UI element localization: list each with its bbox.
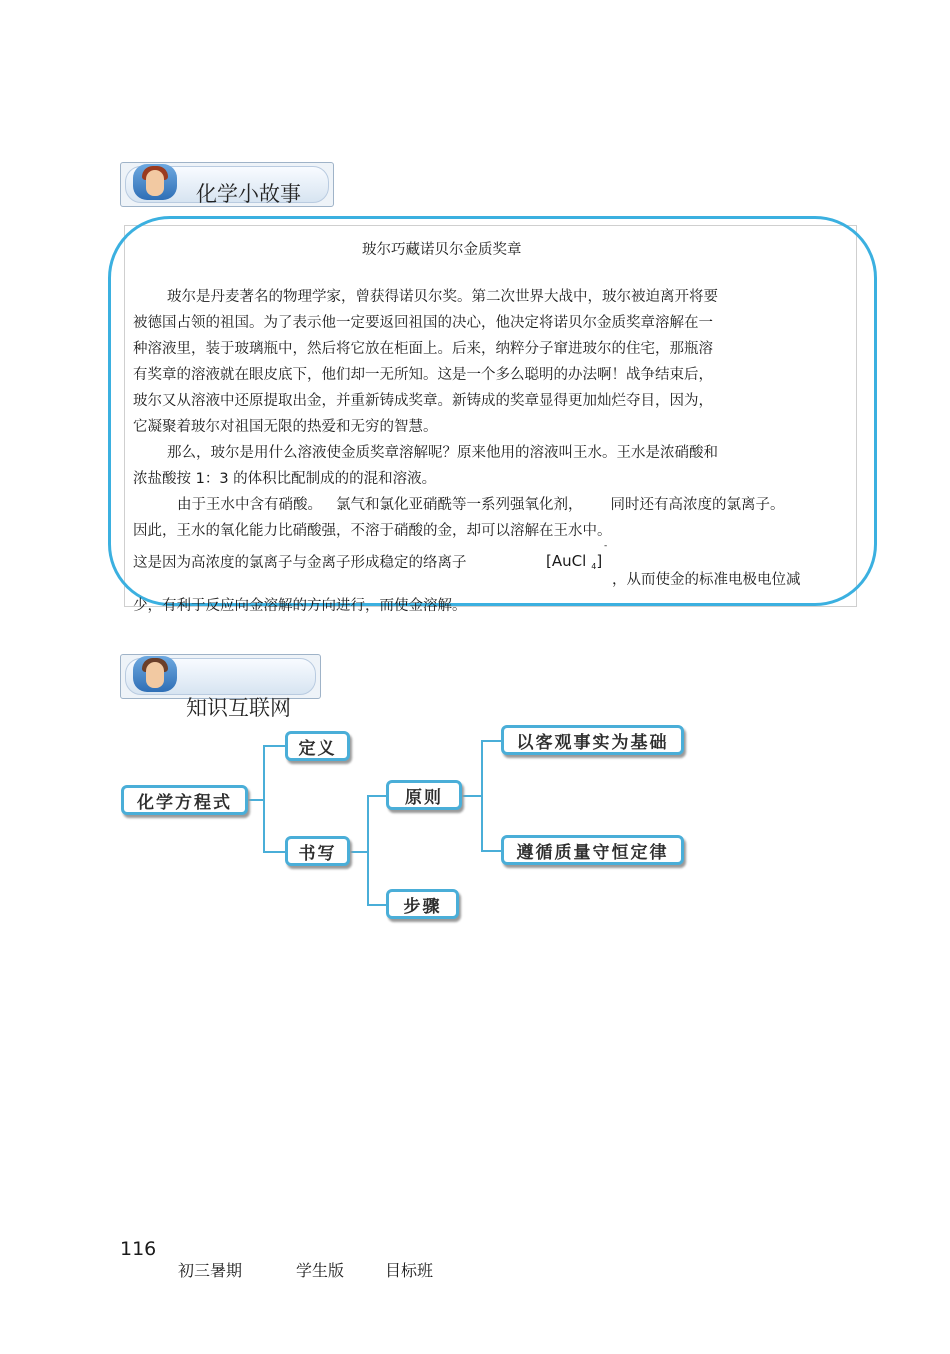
connector bbox=[263, 745, 265, 852]
story-line: 有奖章的溶液就在眼皮底下，他们却一无所知。这是一个多么聪明的办法啊！战争结束后， bbox=[133, 367, 713, 383]
footer-class: 目标班 bbox=[385, 1261, 434, 1280]
connector bbox=[367, 904, 386, 906]
story-line: 被德国占领的祖国。为了表示他一定要返回祖国的决心，他决定将诺贝尔金质奖章溶解在一 bbox=[133, 315, 713, 331]
footer-grade: 初三暑期 bbox=[178, 1261, 243, 1280]
story-line: 它凝聚着玻尔对祖国无限的热爱和无穷的智慧。 bbox=[133, 419, 438, 435]
story-line: 种溶液里，装于玻璃瓶中，然后将它放在柜面上。后来，纳粹分子窜进玻尔的住宅，那瓶溶 bbox=[133, 341, 713, 357]
page-number: 116 bbox=[120, 1238, 157, 1260]
node-mass-conservation: 遵循质量守恒定律 bbox=[501, 835, 684, 865]
connector bbox=[462, 795, 482, 797]
connector bbox=[248, 799, 264, 801]
story-line: 玻尔又从溶液中还原提取出金，并重新铸成奖章。新铸成的奖章显得更加灿烂夺目，因为， bbox=[133, 393, 713, 409]
connector bbox=[263, 745, 285, 747]
node-principle: 原则 bbox=[386, 780, 462, 810]
aucl4-formula bbox=[546, 552, 602, 571]
story-line-9 bbox=[177, 492, 785, 518]
story-paragraph-1 bbox=[133, 284, 718, 492]
node-steps: 步骤 bbox=[386, 889, 459, 919]
connector bbox=[481, 740, 501, 742]
formula-main: [AuCl bbox=[546, 552, 587, 570]
story-title: 玻尔巧藏诺贝尔金质奖章 bbox=[362, 242, 522, 258]
story-line-9a: 由于王水中含有硝酸。 bbox=[177, 497, 322, 513]
formula-sup: - bbox=[604, 541, 608, 551]
story-line-11-tail: ，从而使金的标准电极电位减 bbox=[612, 572, 801, 588]
connector bbox=[481, 740, 483, 851]
story-line-11-text: 这是因为高浓度的氯离子与金离子形成稳定的络离子 bbox=[133, 555, 467, 571]
student-avatar-icon bbox=[133, 656, 177, 692]
story-line: 浓盐酸按 1：3 的体积比配制成的的混和溶液。 bbox=[133, 471, 437, 487]
story-line-10: 因此，王水的氧化能力比硝酸强，不溶于硝酸的金，却可以溶解在王水中。 bbox=[133, 523, 612, 539]
node-objective-facts: 以客观事实为基础 bbox=[501, 725, 684, 755]
formula-sub: 4 bbox=[591, 562, 597, 571]
connector bbox=[367, 795, 369, 905]
avatar-face bbox=[146, 662, 164, 688]
node-definition: 定义 bbox=[285, 731, 350, 761]
connector bbox=[350, 851, 368, 853]
story-line: 玻尔是丹麦著名的物理学家，曾获得诺贝尔奖。第二次世界大战中，玻尔被迫离开将要 bbox=[167, 289, 718, 305]
story-line-12: 少，有利于反应向金溶解的方向进行，而使金溶解。 bbox=[133, 598, 467, 614]
formula-close: ] bbox=[596, 552, 603, 570]
node-writing: 书写 bbox=[285, 836, 350, 866]
footer-edition: 学生版 bbox=[296, 1261, 345, 1280]
teacher-avatar-icon bbox=[133, 164, 177, 200]
connector bbox=[367, 795, 386, 797]
story-line-9b: 氯气和氯化亚硝酰等一系列强氧化剂， bbox=[336, 497, 583, 513]
story-line: 那么，玻尔是用什么溶液使金质奖章溶解呢？原来他用的溶液叫王水。王水是浓硝酸和 bbox=[167, 445, 718, 461]
story-section-title: 化学小故事 bbox=[196, 182, 301, 206]
story-line-9c: 同时还有高浓度的氯离子。 bbox=[610, 497, 785, 513]
avatar-face bbox=[146, 170, 164, 196]
connector bbox=[481, 850, 501, 852]
connector bbox=[263, 851, 285, 853]
node-chemical-equation: 化学方程式 bbox=[121, 785, 248, 815]
knowledge-section-title: 知识互联网 bbox=[186, 696, 291, 720]
